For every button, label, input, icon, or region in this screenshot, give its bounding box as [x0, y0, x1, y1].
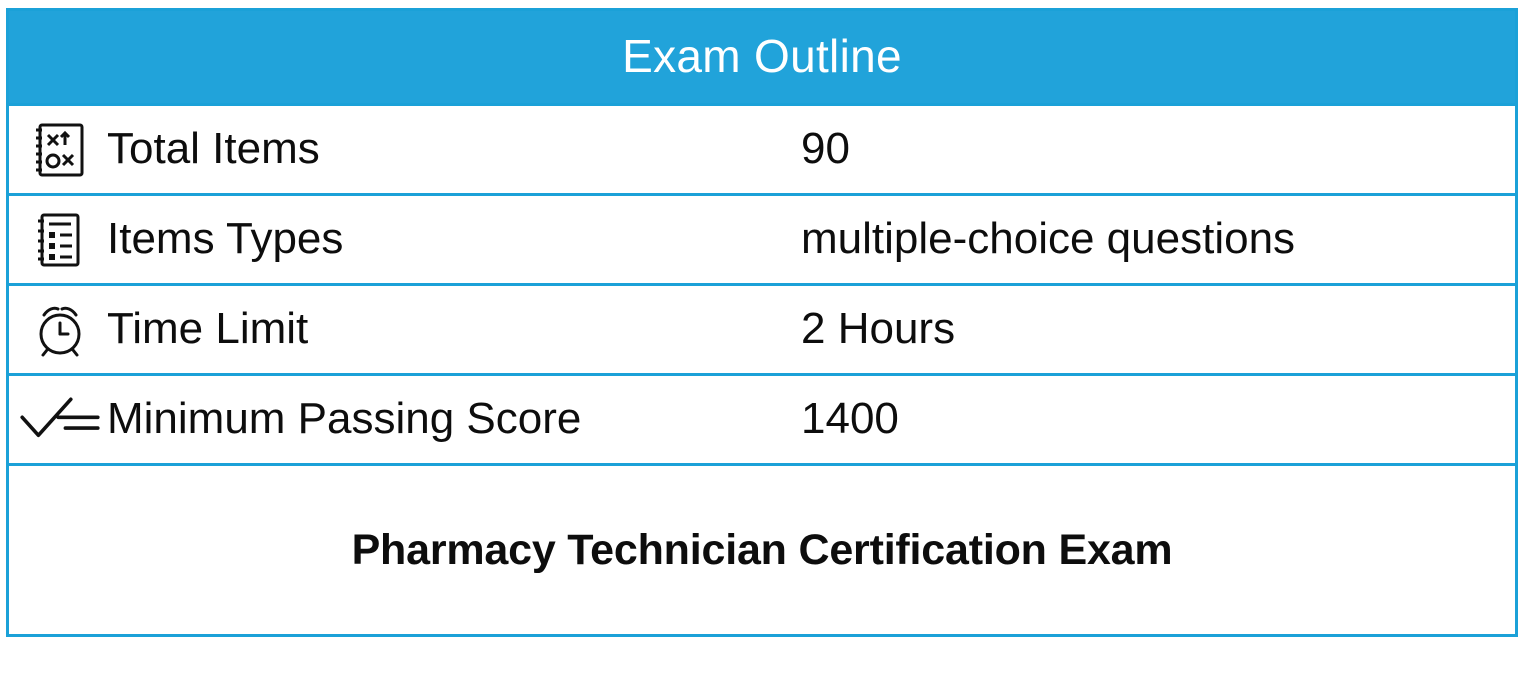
- checkmark-lines-icon: [9, 391, 105, 449]
- table-row: [9, 196, 1515, 286]
- table-row: [9, 376, 1515, 466]
- table-row: [9, 106, 1515, 196]
- row-value: 2 Hours: [801, 304, 956, 354]
- quiz-sheet-icon: [9, 121, 105, 179]
- row-label: Items Types: [107, 214, 344, 264]
- exam-outline-table: [6, 8, 1518, 637]
- exam-name: Pharmacy Technician Certification Exam: [351, 525, 1173, 574]
- row-label: Minimum Passing Score: [107, 394, 582, 444]
- checklist-document-icon: [9, 211, 105, 269]
- row-label: Total Items: [107, 124, 320, 174]
- table-row: [9, 286, 1515, 376]
- alarm-clock-icon: [9, 301, 105, 359]
- row-value: multiple-choice questions: [801, 214, 1296, 264]
- row-value: 1400: [801, 394, 899, 444]
- row-value: 90: [801, 124, 850, 174]
- table-footer-row: [9, 466, 1515, 634]
- row-label: Time Limit: [107, 304, 309, 354]
- table-header-title: Exam Outline: [9, 11, 1515, 106]
